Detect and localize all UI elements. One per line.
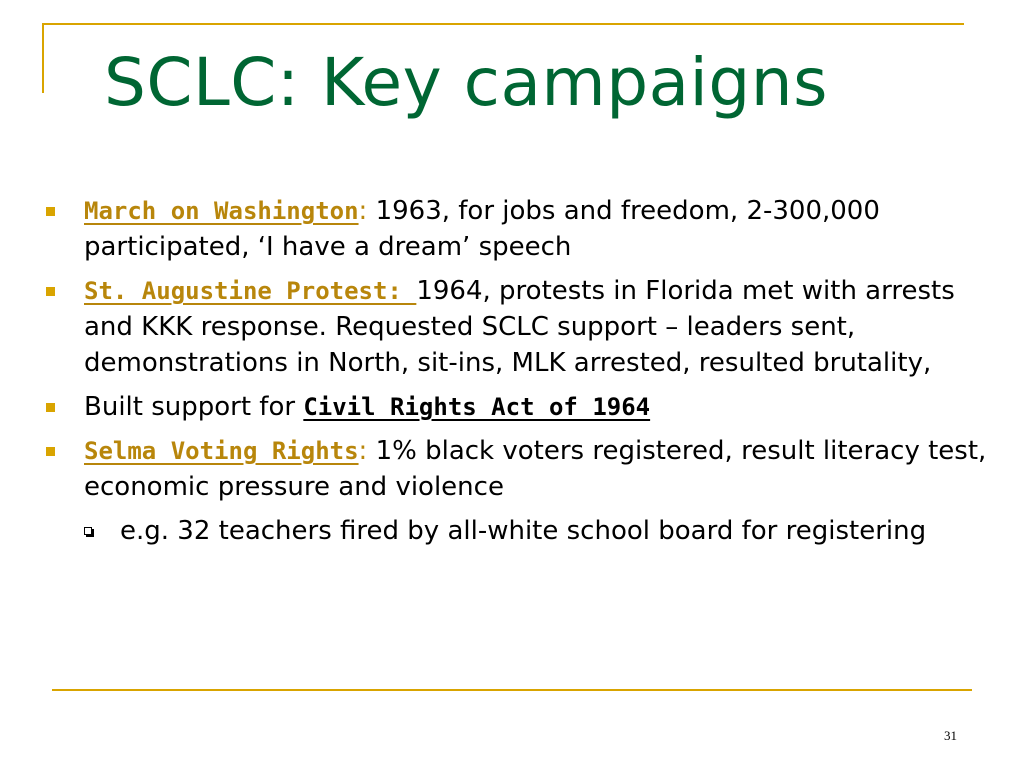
page-number: 31: [944, 728, 957, 743]
bullet-text: Built support for: [84, 392, 304, 422]
bullet-text: 1964, protests in Florida met with arrests and KKK response. Requested SCLC support – leaders sent, demonstrations in North, sit-ins, MLK arrested, resulted brutality,: [84, 276, 955, 378]
bullet-term: March on Washington: [84, 197, 359, 225]
left-divider: [42, 23, 44, 93]
sub-bullet-text: e.g. 32 teachers fired by all-white school board for registering: [120, 516, 927, 546]
bullet-term: St. Augustine Protest:: [84, 277, 417, 305]
square-bullet-icon: [46, 207, 55, 216]
bullet-item: [46, 193, 996, 265]
bullet-list: [46, 193, 996, 549]
bullet-term: Selma Voting Rights: [84, 437, 359, 465]
bullet-text: 1% black voters registered, result literacy test, economic pressure and violence: [84, 436, 987, 502]
sub-bullet-item: [46, 513, 996, 549]
top-divider: [42, 23, 964, 25]
slide-title: SCLC: Key campaigns: [104, 44, 828, 121]
hollow-square-bullet-icon: [84, 527, 92, 535]
bullet-item: [46, 433, 996, 505]
bullet-separator: :: [358, 196, 368, 226]
square-bullet-icon: [46, 403, 55, 412]
bullet-separator: :: [358, 436, 368, 466]
square-bullet-icon: [46, 287, 55, 296]
bullet-text: 1963, for jobs and freedom, 2-300,000 participated, ‘I have a dream’ speech: [84, 196, 880, 262]
square-bullet-icon: [46, 447, 55, 456]
bullet-item: [46, 389, 996, 425]
bullet-item: [46, 273, 996, 381]
bullet-term: Civil Rights Act of 1964: [303, 393, 651, 421]
bottom-divider: [52, 689, 972, 691]
